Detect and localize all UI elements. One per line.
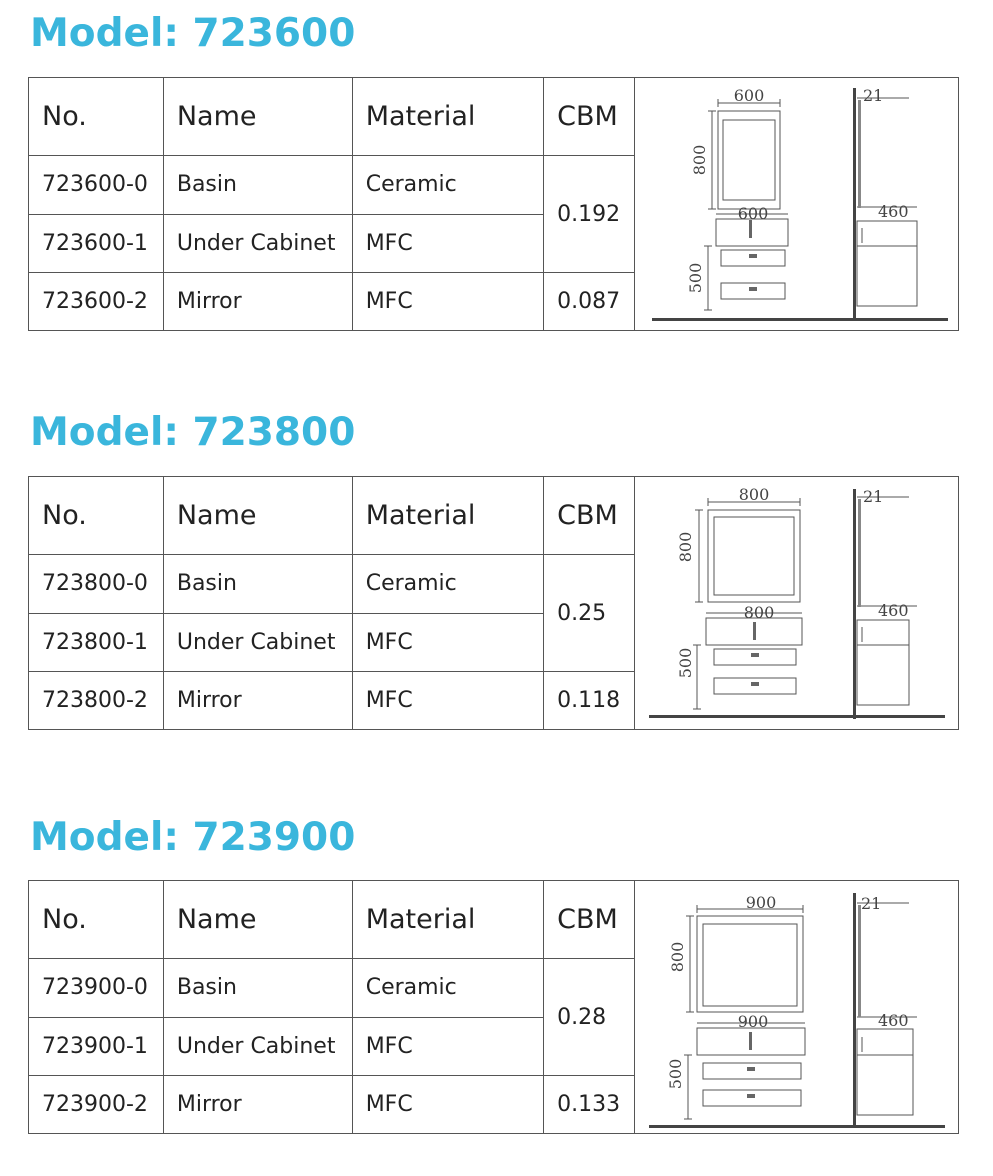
header-name: Name [163, 881, 352, 959]
cell-name: Under Cabinet [163, 1017, 352, 1075]
model-title: Model: 723800 [30, 410, 356, 455]
table-row [29, 272, 635, 330]
spec-block-723900 [28, 880, 958, 1134]
dim-cabinet-height: 500 [666, 1058, 685, 1090]
cell-material: MFC [352, 613, 543, 671]
vanity-drawing-icon [635, 477, 958, 729]
cell-no: 723800-0 [29, 555, 164, 613]
cell-name: Mirror [163, 671, 352, 729]
dim-cabinet-height: 500 [686, 262, 705, 294]
cell-name: Basin [163, 555, 352, 613]
dim-mirror-height: 800 [668, 941, 687, 973]
spec-table [28, 476, 635, 730]
table-row [29, 555, 635, 613]
cell-cbm-combined: 0.28 [544, 959, 635, 1075]
cell-no: 723800-1 [29, 613, 164, 671]
table-header-row [29, 881, 635, 959]
dim-cabinet-depth: 460 [878, 202, 909, 221]
header-cbm: CBM [544, 881, 635, 959]
cell-cbm-mirror: 0.133 [544, 1075, 635, 1133]
cell-name: Mirror [163, 272, 352, 330]
table-row [29, 1075, 635, 1133]
table-header-row [29, 477, 635, 555]
cell-no: 723600-1 [29, 214, 164, 272]
cell-no: 723900-0 [29, 959, 164, 1017]
cell-cbm-combined: 0.192 [544, 156, 635, 272]
cell-no: 723900-2 [29, 1075, 164, 1133]
cell-material: MFC [352, 1075, 543, 1133]
cell-cbm-mirror: 0.118 [544, 671, 635, 729]
dimension-drawing [634, 476, 959, 730]
cell-name: Mirror [163, 1075, 352, 1133]
cell-name: Basin [163, 156, 352, 214]
cell-name: Basin [163, 959, 352, 1017]
cell-name: Under Cabinet [163, 214, 352, 272]
dim-mirror-height: 800 [690, 144, 709, 176]
dim-mirror-depth: 21 [861, 894, 882, 913]
header-name: Name [163, 78, 352, 156]
dim-mirror-width: 800 [738, 485, 770, 504]
table-header-row [29, 78, 635, 156]
header-cbm: CBM [544, 78, 635, 156]
cell-material: Ceramic [352, 156, 543, 214]
dim-cabinet-depth: 460 [878, 601, 909, 620]
dim-cabinet-width: 600 [737, 204, 769, 223]
dimension-drawing [634, 880, 959, 1134]
cell-cbm-combined: 0.25 [544, 555, 635, 671]
vanity-drawing-icon [635, 881, 958, 1133]
table-row [29, 156, 635, 214]
dim-cabinet-width: 900 [737, 1012, 769, 1031]
spec-block-723800 [28, 476, 958, 730]
spec-table [28, 77, 635, 331]
table-row [29, 959, 635, 1017]
header-material: Material [352, 477, 543, 555]
table-row [29, 671, 635, 729]
vanity-drawing-icon [635, 78, 958, 330]
cell-no: 723600-2 [29, 272, 164, 330]
cell-no: 723600-0 [29, 156, 164, 214]
dim-mirror-depth: 21 [863, 487, 884, 506]
dim-mirror-width: 900 [745, 893, 777, 912]
cell-no: 723900-1 [29, 1017, 164, 1075]
header-no: No. [29, 881, 164, 959]
cell-material: Ceramic [352, 959, 543, 1017]
dim-cabinet-width: 800 [743, 603, 775, 622]
dimension-drawing [634, 77, 959, 331]
dim-mirror-depth: 21 [863, 86, 884, 105]
cell-material: MFC [352, 214, 543, 272]
dim-cabinet-depth: 460 [878, 1011, 909, 1030]
dim-mirror-width: 600 [733, 86, 765, 105]
model-title: Model: 723900 [30, 815, 356, 860]
cell-material: MFC [352, 1017, 543, 1075]
cell-material: Ceramic [352, 555, 543, 613]
dim-cabinet-height: 500 [676, 647, 695, 679]
spec-block-723600 [28, 77, 958, 331]
header-name: Name [163, 477, 352, 555]
cell-cbm-mirror: 0.087 [544, 272, 635, 330]
header-cbm: CBM [544, 477, 635, 555]
header-material: Material [352, 881, 543, 959]
header-material: Material [352, 78, 543, 156]
cell-material: MFC [352, 671, 543, 729]
header-no: No. [29, 78, 164, 156]
model-title: Model: 723600 [30, 11, 356, 56]
header-no: No. [29, 477, 164, 555]
dim-mirror-height: 800 [676, 531, 695, 563]
spec-table [28, 880, 635, 1134]
cell-no: 723800-2 [29, 671, 164, 729]
cell-material: MFC [352, 272, 543, 330]
cell-name: Under Cabinet [163, 613, 352, 671]
